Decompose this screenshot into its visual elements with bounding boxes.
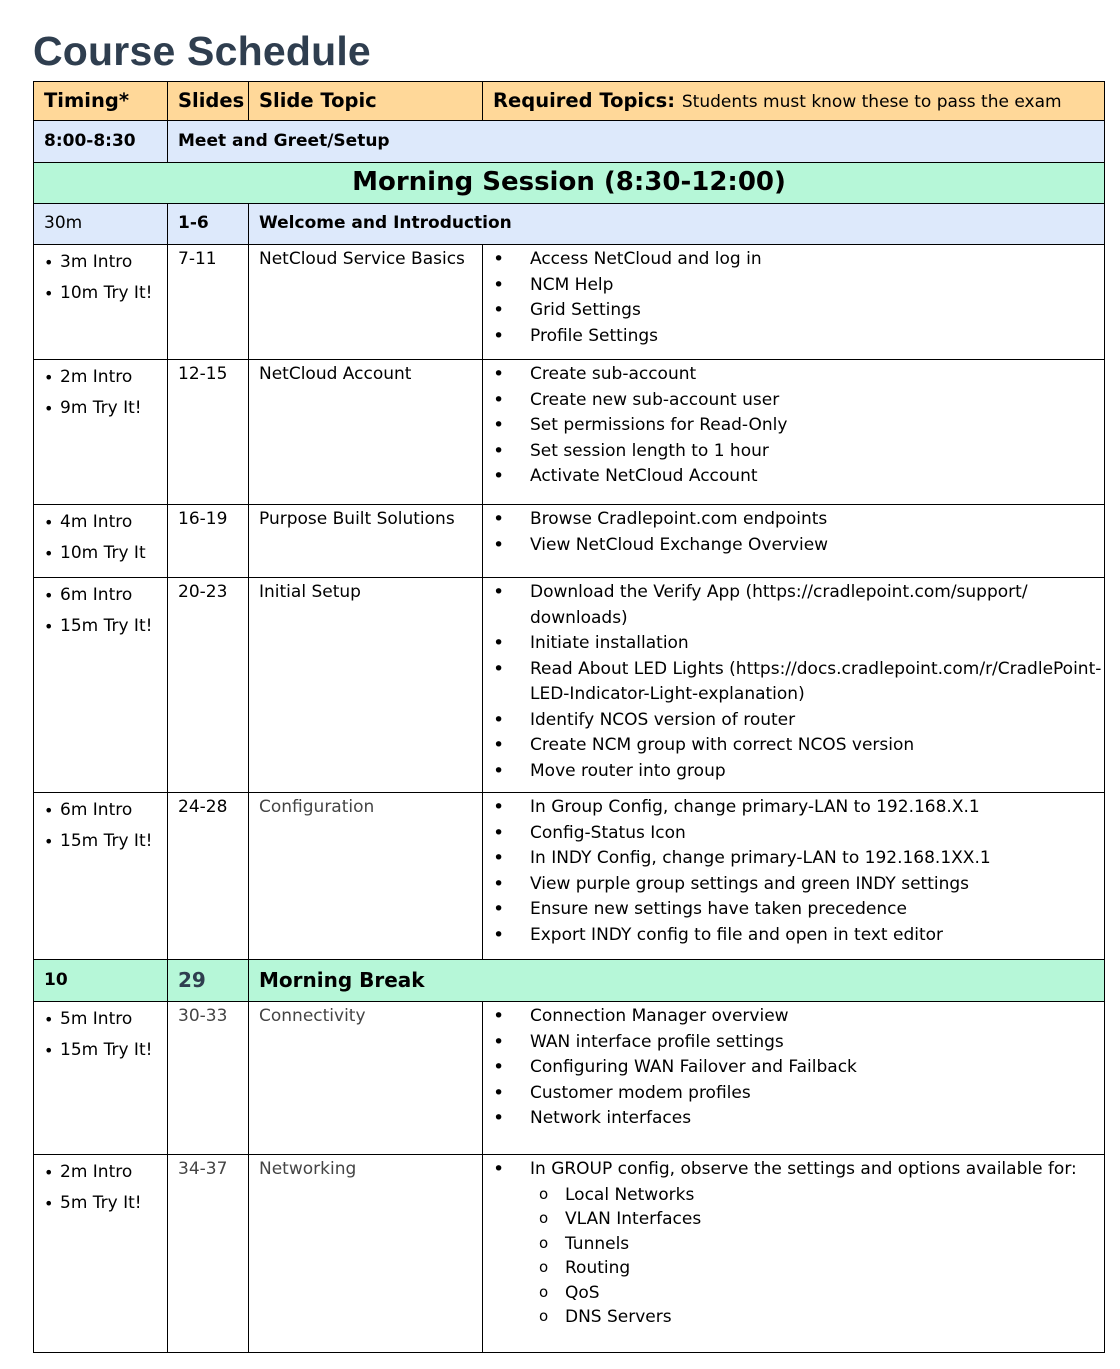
break-row bbox=[34, 960, 1105, 1002]
required-topics-cell bbox=[483, 505, 1105, 578]
required-topics-note: Students must know these to pass the exam bbox=[681, 91, 1062, 112]
slides-cell: 20-23 bbox=[168, 578, 249, 793]
timing-cell bbox=[34, 793, 168, 960]
list-item: • View purple group settings and green INDY settings bbox=[493, 872, 1104, 898]
table-row bbox=[34, 505, 1105, 578]
list-item: • Config-Status Icon bbox=[493, 821, 1104, 847]
list-item: • Initiate installation bbox=[493, 631, 1104, 657]
list-item: • Set session length to 1 hour bbox=[493, 439, 1104, 465]
slides-cell: 16-19 bbox=[168, 505, 249, 578]
header-row bbox=[34, 82, 1105, 121]
timing-cell bbox=[34, 245, 168, 360]
topic-cell: Networking bbox=[249, 1155, 483, 1353]
topic-cell: NetCloud Service Basics bbox=[249, 245, 483, 360]
timing-cell bbox=[34, 360, 168, 505]
list-item: • Create NCM group with correct NCOS version bbox=[493, 733, 1104, 759]
timing-item: • 3m Intro bbox=[44, 247, 167, 278]
timing-cell bbox=[34, 1155, 168, 1353]
list-item: • In Group Config, change primary-LAN to 192.168.X.1 bbox=[493, 795, 1104, 821]
timing-item: • 4m Intro bbox=[44, 507, 167, 538]
list-item: • Access NetCloud and log in bbox=[493, 247, 1104, 273]
list-item: • WAN interface profile settings bbox=[493, 1030, 1104, 1056]
session-row bbox=[34, 163, 1105, 204]
timing-item: • 5m Try It! bbox=[44, 1188, 167, 1219]
schedule-table bbox=[33, 81, 1105, 1353]
topic-cell: NetCloud Account bbox=[249, 360, 483, 505]
table-row bbox=[34, 245, 1105, 360]
welcome-row bbox=[34, 204, 1105, 245]
list-item: • Activate NetCloud Account bbox=[493, 464, 1104, 490]
slides-cell: 24-28 bbox=[168, 793, 249, 960]
topic-cell: Initial Setup bbox=[249, 578, 483, 793]
timing-cell bbox=[34, 505, 168, 578]
setup-timing: 8:00-8:30 bbox=[34, 121, 168, 163]
break-slides: 29 bbox=[168, 960, 249, 1002]
header-slides: Slides bbox=[168, 82, 249, 121]
setup-row bbox=[34, 121, 1105, 163]
list-item: • Identify NCOS version of router bbox=[493, 708, 1104, 734]
break-label: Morning Break bbox=[249, 960, 1105, 1002]
page-title: Course Schedule bbox=[33, 28, 371, 74]
list-item: • Export INDY config to file and open in text editor bbox=[493, 923, 1104, 949]
session-title: Morning Session (8:30-12:00) bbox=[34, 163, 1105, 204]
header-required-topics bbox=[483, 82, 1105, 121]
required-topics-cell bbox=[483, 793, 1105, 960]
table-row bbox=[34, 1002, 1105, 1155]
topic-cell: Purpose Built Solutions bbox=[249, 505, 483, 578]
break-timing: 10 bbox=[34, 960, 168, 1002]
list-item: • In INDY Config, change primary-LAN to 192.168.1XX.1 bbox=[493, 846, 1104, 872]
timing-item: • 10m Try It bbox=[44, 538, 167, 569]
list-item: • Customer modem profiles bbox=[493, 1081, 1104, 1107]
slides-cell: 12-15 bbox=[168, 360, 249, 505]
slides-cell: 7-11 bbox=[168, 245, 249, 360]
timing-item: • 6m Intro bbox=[44, 795, 167, 826]
header-timing: Timing* bbox=[34, 82, 168, 121]
list-item: • Connection Manager overview bbox=[493, 1004, 1104, 1030]
list-item: • NCM Help bbox=[493, 273, 1104, 299]
list-item: • Profile Settings bbox=[493, 324, 1104, 350]
timing-item: • 2m Intro bbox=[44, 362, 167, 393]
list-item: • In GROUP config, observe the settings and options available for: bbox=[493, 1157, 1104, 1183]
required-topics-cell bbox=[483, 1155, 1105, 1353]
list-item: • Configuring WAN Failover and Failback bbox=[493, 1055, 1104, 1081]
slides-cell: 34-37 bbox=[168, 1155, 249, 1353]
sub-list-item: o DNS Servers bbox=[493, 1305, 1104, 1330]
list-item: • Create sub-account bbox=[493, 362, 1104, 388]
list-item: • Download the Verify App (https://cradlepoint.com/support/ downloads) bbox=[493, 580, 1104, 631]
timing-item: • 15m Try It! bbox=[44, 1035, 167, 1066]
required-topics-cell bbox=[483, 360, 1105, 505]
list-item: • Create new sub-account user bbox=[493, 388, 1104, 414]
welcome-slides: 1-6 bbox=[168, 204, 249, 245]
welcome-timing: 30m bbox=[34, 204, 168, 245]
list-item: • Ensure new settings have taken precedence bbox=[493, 897, 1104, 923]
timing-item: • 15m Try It! bbox=[44, 611, 167, 642]
header-slide-topic: Slide Topic bbox=[249, 82, 483, 121]
required-topics-cell bbox=[483, 1002, 1105, 1155]
required-topics-label: Required Topics: bbox=[493, 88, 676, 112]
timing-item: • 6m Intro bbox=[44, 580, 167, 611]
sub-list-item: o Routing bbox=[493, 1256, 1104, 1281]
timing-item: • 10m Try It! bbox=[44, 278, 167, 309]
timing-item: • 15m Try It! bbox=[44, 826, 167, 857]
table-row bbox=[34, 793, 1105, 960]
topic-cell: Configuration bbox=[249, 793, 483, 960]
list-item: • View NetCloud Exchange Overview bbox=[493, 533, 1104, 559]
slides-cell: 30-33 bbox=[168, 1002, 249, 1155]
table-row bbox=[34, 360, 1105, 505]
list-item: • Read About LED Lights (https://docs.cradlepoint.com/r/CradlePoint-LED-Indicator-Light-explanation) bbox=[493, 657, 1104, 708]
sub-list-item: o Tunnels bbox=[493, 1232, 1104, 1257]
table-row bbox=[34, 578, 1105, 793]
timing-cell bbox=[34, 578, 168, 793]
timing-item: • 2m Intro bbox=[44, 1157, 167, 1188]
timing-cell bbox=[34, 1002, 168, 1155]
sub-list-item: o Local Networks bbox=[493, 1183, 1104, 1208]
list-item: • Browse Cradlepoint.com endpoints bbox=[493, 507, 1104, 533]
required-topics-cell bbox=[483, 245, 1105, 360]
list-item: • Grid Settings bbox=[493, 298, 1104, 324]
sub-list-item: o VLAN Interfaces bbox=[493, 1207, 1104, 1232]
list-item: • Set permissions for Read-Only bbox=[493, 413, 1104, 439]
welcome-label: Welcome and Introduction bbox=[249, 204, 1105, 245]
setup-label: Meet and Greet/Setup bbox=[168, 121, 1105, 163]
table-row bbox=[34, 1155, 1105, 1353]
list-item: • Network interfaces bbox=[493, 1106, 1104, 1132]
topic-cell: Connectivity bbox=[249, 1002, 483, 1155]
sub-list-item: o QoS bbox=[493, 1281, 1104, 1306]
timing-item: • 5m Intro bbox=[44, 1004, 167, 1035]
timing-item: • 9m Try It! bbox=[44, 393, 167, 424]
list-item: • Move router into group bbox=[493, 759, 1104, 785]
required-topics-cell bbox=[483, 578, 1105, 793]
